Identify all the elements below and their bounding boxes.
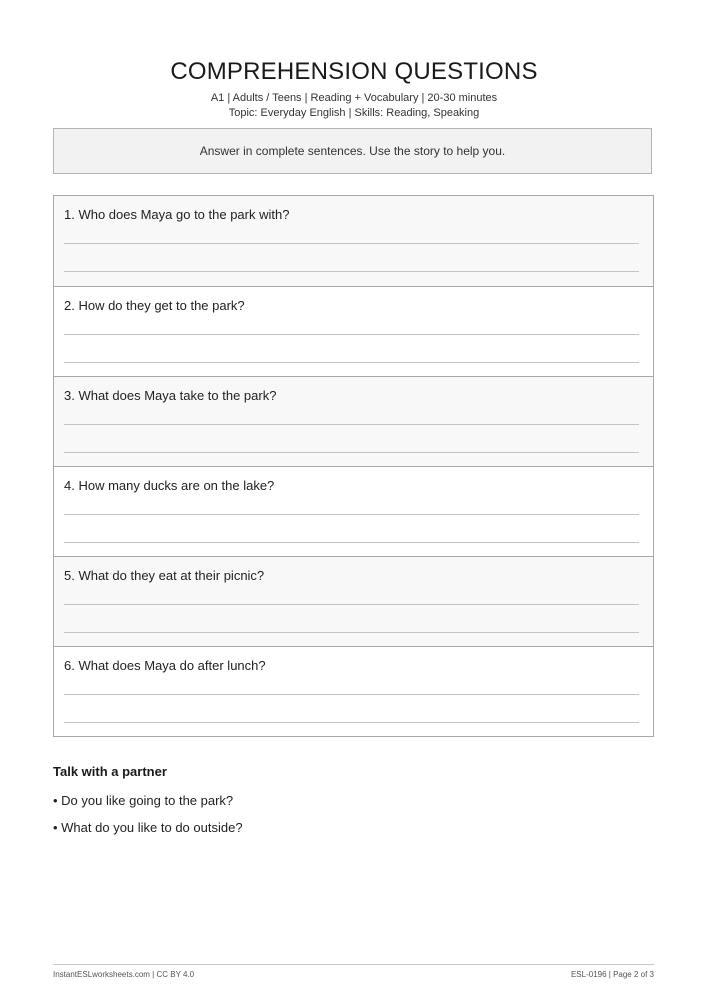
instructions-box xyxy=(53,128,652,174)
question-block-6 xyxy=(54,646,653,736)
answer-line[interactable] xyxy=(64,334,639,335)
worksheet-title: COMPREHENSION QUESTIONS xyxy=(170,58,538,85)
answer-line[interactable] xyxy=(64,694,639,695)
question-block-3 xyxy=(54,376,653,466)
question-block-4 xyxy=(54,466,653,556)
question-text: 5. What do they eat at their picnic? xyxy=(64,568,265,583)
worksheet-meta-topic: Topic: Everyday English | Skills: Reading, Speaking xyxy=(228,107,480,119)
partner-prompt: • Do you like going to the park? xyxy=(53,793,234,808)
questions-table xyxy=(53,195,654,737)
answer-line[interactable] xyxy=(64,514,639,515)
answer-line[interactable] xyxy=(64,362,639,363)
question-text: 3. What does Maya take to the park? xyxy=(64,388,277,403)
question-block-2 xyxy=(54,286,653,376)
answer-line[interactable] xyxy=(64,542,639,543)
question-text: 6. What does Maya do after lunch? xyxy=(64,658,266,673)
question-text: 2. How do they get to the park? xyxy=(64,298,245,313)
question-block-1 xyxy=(54,196,653,286)
question-block-5 xyxy=(54,556,653,646)
question-text: 1. Who does Maya go to the park with? xyxy=(64,207,290,222)
question-text: 4. How many ducks are on the lake? xyxy=(64,478,275,493)
answer-line[interactable] xyxy=(64,632,639,633)
instructions-text: Answer in complete sentences. Use the story to help you. xyxy=(199,144,506,158)
answer-line[interactable] xyxy=(64,271,639,272)
answer-line[interactable] xyxy=(64,722,639,723)
footer-page-number: ESL-0196 | Page 2 of 3 xyxy=(570,970,654,979)
worksheet-meta-level: A1 | Adults / Teens | Reading + Vocabulary | 20-30 minutes xyxy=(210,92,498,104)
footer-license: InstantESLworksheets.com | CC BY 4.0 xyxy=(53,970,195,979)
partner-prompt: • What do you like to do outside? xyxy=(53,820,243,835)
answer-line[interactable] xyxy=(64,452,639,453)
partner-heading: Talk with a partner xyxy=(53,764,167,779)
footer-divider xyxy=(53,964,654,965)
answer-line[interactable] xyxy=(64,424,639,425)
answer-line[interactable] xyxy=(64,604,639,605)
answer-line[interactable] xyxy=(64,243,639,244)
